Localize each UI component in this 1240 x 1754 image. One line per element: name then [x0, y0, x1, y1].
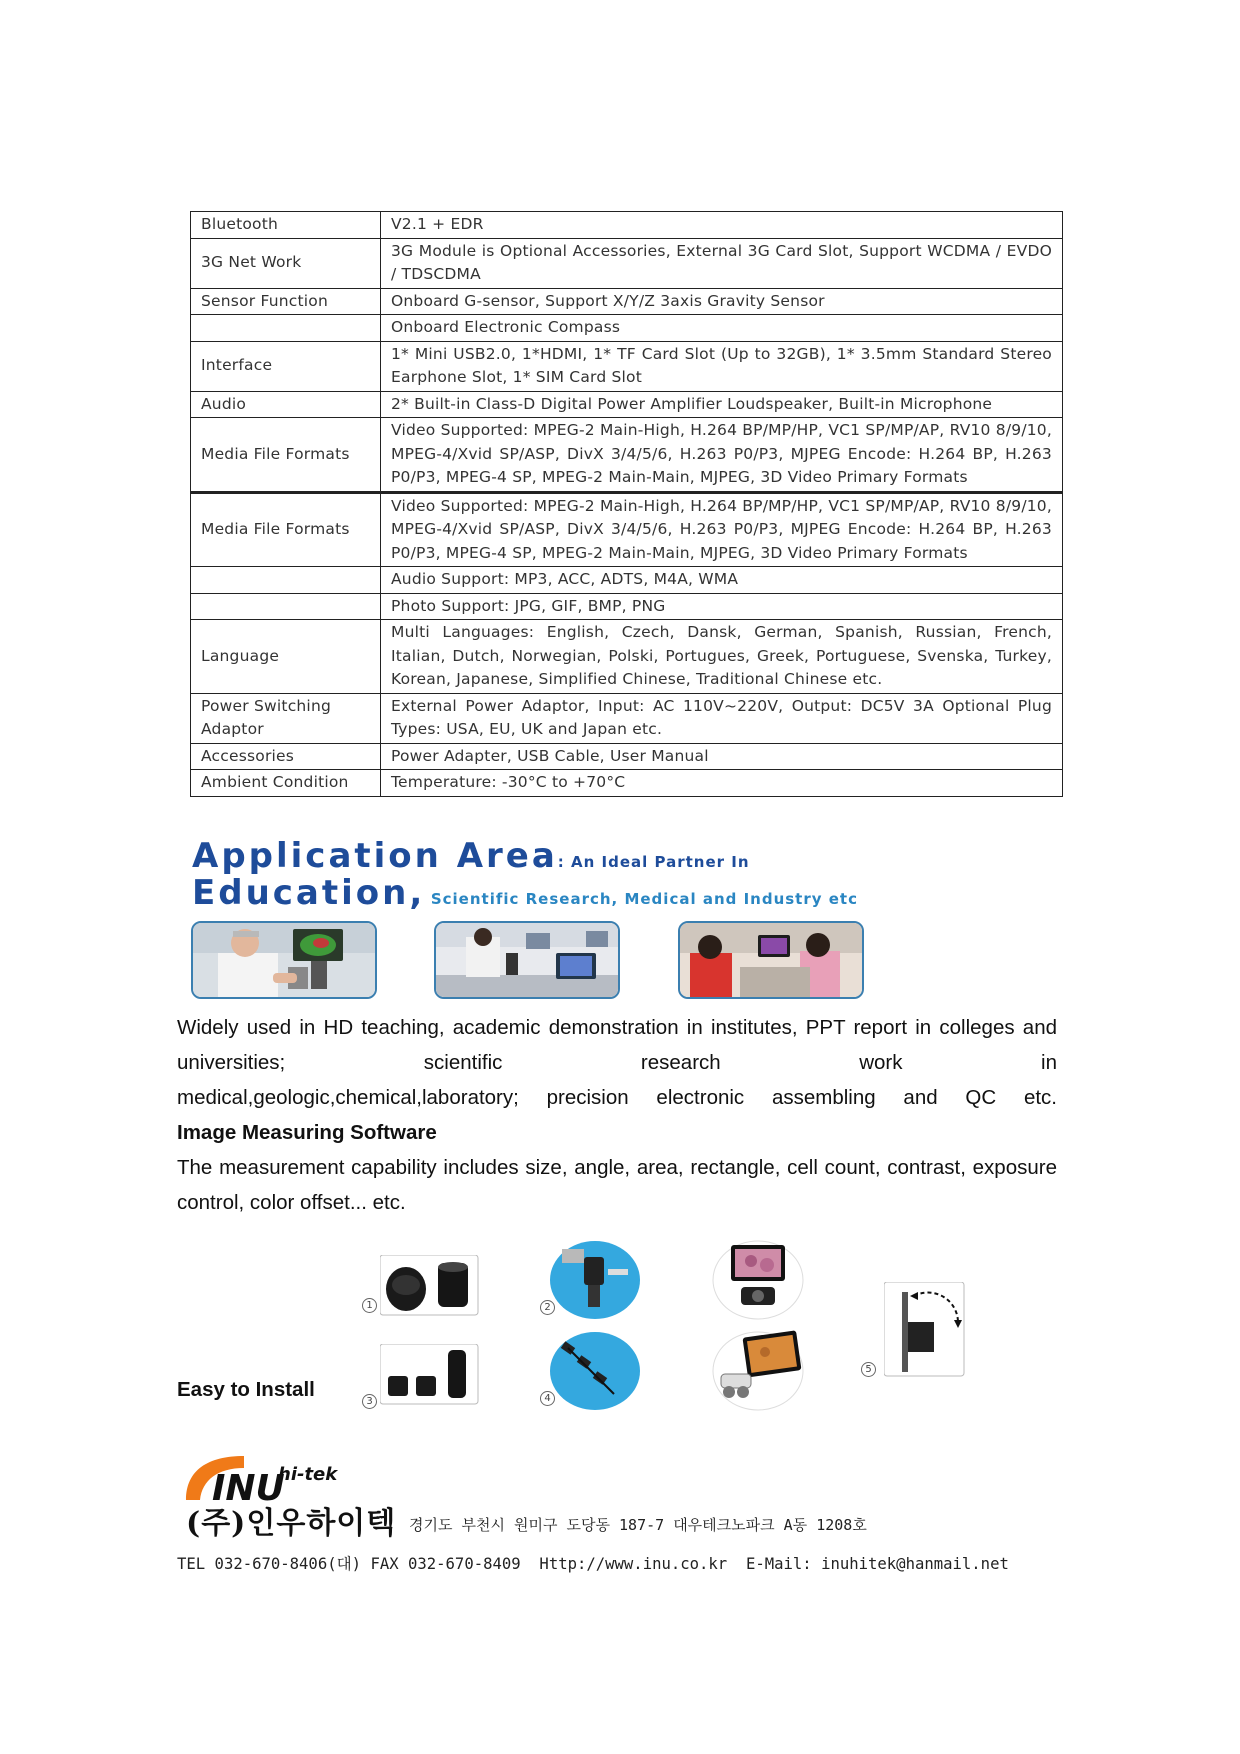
step-number-5: 5 — [861, 1362, 876, 1377]
step-number-1: 1 — [362, 1298, 377, 1313]
spec-value: Video Supported: MPEG-2 Main-High, H.264 BP/MP/HP, VC1 SP/MP/AP, RV10 8/9/10, MPEG-4/Xvid SP/ASP, DivX 3/4/5/6, H.263 P0/P3, MJPEG Encode: H.264 BP, H.263 P0/P3, MPEG-4 SP, MPEG-2 Main-Main, MJPEG, 3D Video Primary Formats — [381, 492, 1063, 567]
spec-value: Temperature: -30°C to +70°C — [381, 770, 1063, 797]
spec-value: Multi Languages: English, Czech, Dansk, German, Spanish, Russian, French, Italian, Dutch, Norwegian, Polski, Portugues, Greek, Portuguese, Svenska, Turkey, Korean, Japanese, Simplified Chinese, Traditional Chinese etc. — [381, 620, 1063, 694]
application-title-line2 — [192, 873, 858, 913]
spec-value: V2.1 + EDR — [381, 212, 1063, 239]
spec-row — [191, 593, 1063, 620]
application-title-education: Education, — [192, 873, 426, 913]
spec-key: Media File Formats — [191, 418, 381, 493]
spec-key: 3G Net Work — [191, 238, 381, 288]
spec-value: Audio Support: MP3, ACC, ADTS, M4A, WMA — [381, 567, 1063, 594]
step-number-3: 3 — [362, 1394, 377, 1409]
company-contact: TEL 032-670-8406(대) FAX 032-670-8409 Http://www.inu.co.kr E-Mail: inuhitek@hanmail.net — [177, 1555, 1009, 1573]
spec-key — [191, 567, 381, 594]
company-name-korean: (주)인우하이텍 — [186, 1506, 397, 1541]
application-subtitle-fields: Scientific Research, Medical and Industry etc — [430, 890, 858, 908]
photo-lab-students — [434, 921, 620, 999]
spec-row — [191, 315, 1063, 342]
spec-key: Language — [191, 620, 381, 694]
spec-key: Interface — [191, 341, 381, 391]
install-tablet-microscope-icon — [711, 1239, 805, 1326]
spec-key: Bluetooth — [191, 212, 381, 239]
install-adapter-circle-icon — [548, 1330, 642, 1417]
spec-row — [191, 238, 1063, 288]
spec-row — [191, 620, 1063, 694]
spec-key: Accessories — [191, 743, 381, 770]
spec-row — [191, 492, 1063, 567]
application-subtitle: : An Ideal Partner In — [557, 853, 750, 871]
spec-value: 1* Mini USB2.0, 1*HDMI, 1* TF Card Slot (Up to 32GB), 1* 3.5mm Standard Stereo Earphone Slot, 1* SIM Card Slot — [381, 341, 1063, 391]
install-mount-circle-icon — [548, 1239, 642, 1326]
logo-sub-text: hi-tek — [278, 1464, 338, 1485]
install-eyepiece-adapters-icon — [380, 1255, 480, 1322]
spec-row — [191, 288, 1063, 315]
install-rotate-mount-icon — [884, 1282, 966, 1383]
spec-table — [190, 211, 1063, 797]
spec-value: Photo Support: JPG, GIF, BMP, PNG — [381, 593, 1063, 620]
install-lens-parts-icon — [380, 1344, 480, 1411]
spec-row — [191, 693, 1063, 743]
spec-row — [191, 341, 1063, 391]
software-description: The measurement capability includes size, angle, area, rectangle, cell count, contrast, exposure control, color offset... etc. — [177, 1156, 1057, 1214]
photo-researcher-microscope — [191, 921, 377, 999]
step-number-2: 2 — [540, 1300, 555, 1315]
spec-value: 2* Built-in Class-D Digital Power Amplifier Loudspeaker, Built-in Microphone — [381, 391, 1063, 418]
spec-row — [191, 418, 1063, 493]
spec-row — [191, 391, 1063, 418]
spec-value: External Power Adaptor, Input: AC 110V~220V, Output: DC5V 3A Optional Plug Types: USA, EU, UK and Japan etc. — [381, 693, 1063, 743]
application-title: Application Area — [192, 836, 558, 876]
spec-value: Onboard G-sensor, Support X/Y/Z 3axis Gravity Sensor — [381, 288, 1063, 315]
step-number-4: 4 — [540, 1391, 555, 1406]
software-heading: Image Measuring Software — [177, 1121, 437, 1144]
spec-row — [191, 743, 1063, 770]
spec-key — [191, 593, 381, 620]
spec-key: Audio — [191, 391, 381, 418]
spec-value: Onboard Electronic Compass — [381, 315, 1063, 342]
install-stereo-microscope-icon — [711, 1330, 805, 1417]
spec-key: Sensor Function — [191, 288, 381, 315]
application-title-line1 — [192, 836, 750, 876]
company-address: 경기도 부천시 원미구 도당동 187-7 대우테크노파크 A동 1208호 — [409, 1516, 867, 1534]
spec-row — [191, 567, 1063, 594]
spec-key: Ambient Condition — [191, 770, 381, 797]
easy-install-label: Easy to Install — [177, 1378, 315, 1401]
photo-children-tablet — [678, 921, 864, 999]
usage-text-continued: medical,geologic,chemical,laboratory; precision electronic assembling and QC etc. — [177, 1086, 1057, 1109]
spec-value: 3G Module is Optional Accessories, External 3G Card Slot, Support WCDMA / EVDO / TDSCDMA — [381, 238, 1063, 288]
usage-text: Widely used in HD teaching, academic demonstration in institutes, PPT report in colleges and universities; scientific research work in — [177, 1016, 1057, 1074]
spec-value: Power Adapter, USB Cable, User Manual — [381, 743, 1063, 770]
spec-value: Video Supported: MPEG-2 Main-High, H.264 BP/MP/HP, VC1 SP/MP/AP, RV10 8/9/10, MPEG-4/Xvid SP/ASP, DivX 3/4/5/6, H.263 P0/P3, MJPEG Encode: H.264 BP, H.263 P0/P3, MPEG-4 SP, MPEG-2 Main-Main, MJPEG, 3D Video Primary Formats — [381, 418, 1063, 493]
logo-mark-text: INU — [212, 1468, 285, 1504]
spec-key: Media File Formats — [191, 492, 381, 567]
spec-key — [191, 315, 381, 342]
usage-paragraph — [177, 1010, 1057, 1220]
spec-row — [191, 770, 1063, 797]
spec-row — [191, 212, 1063, 239]
spec-key: Power Switching Adaptor — [191, 693, 381, 743]
